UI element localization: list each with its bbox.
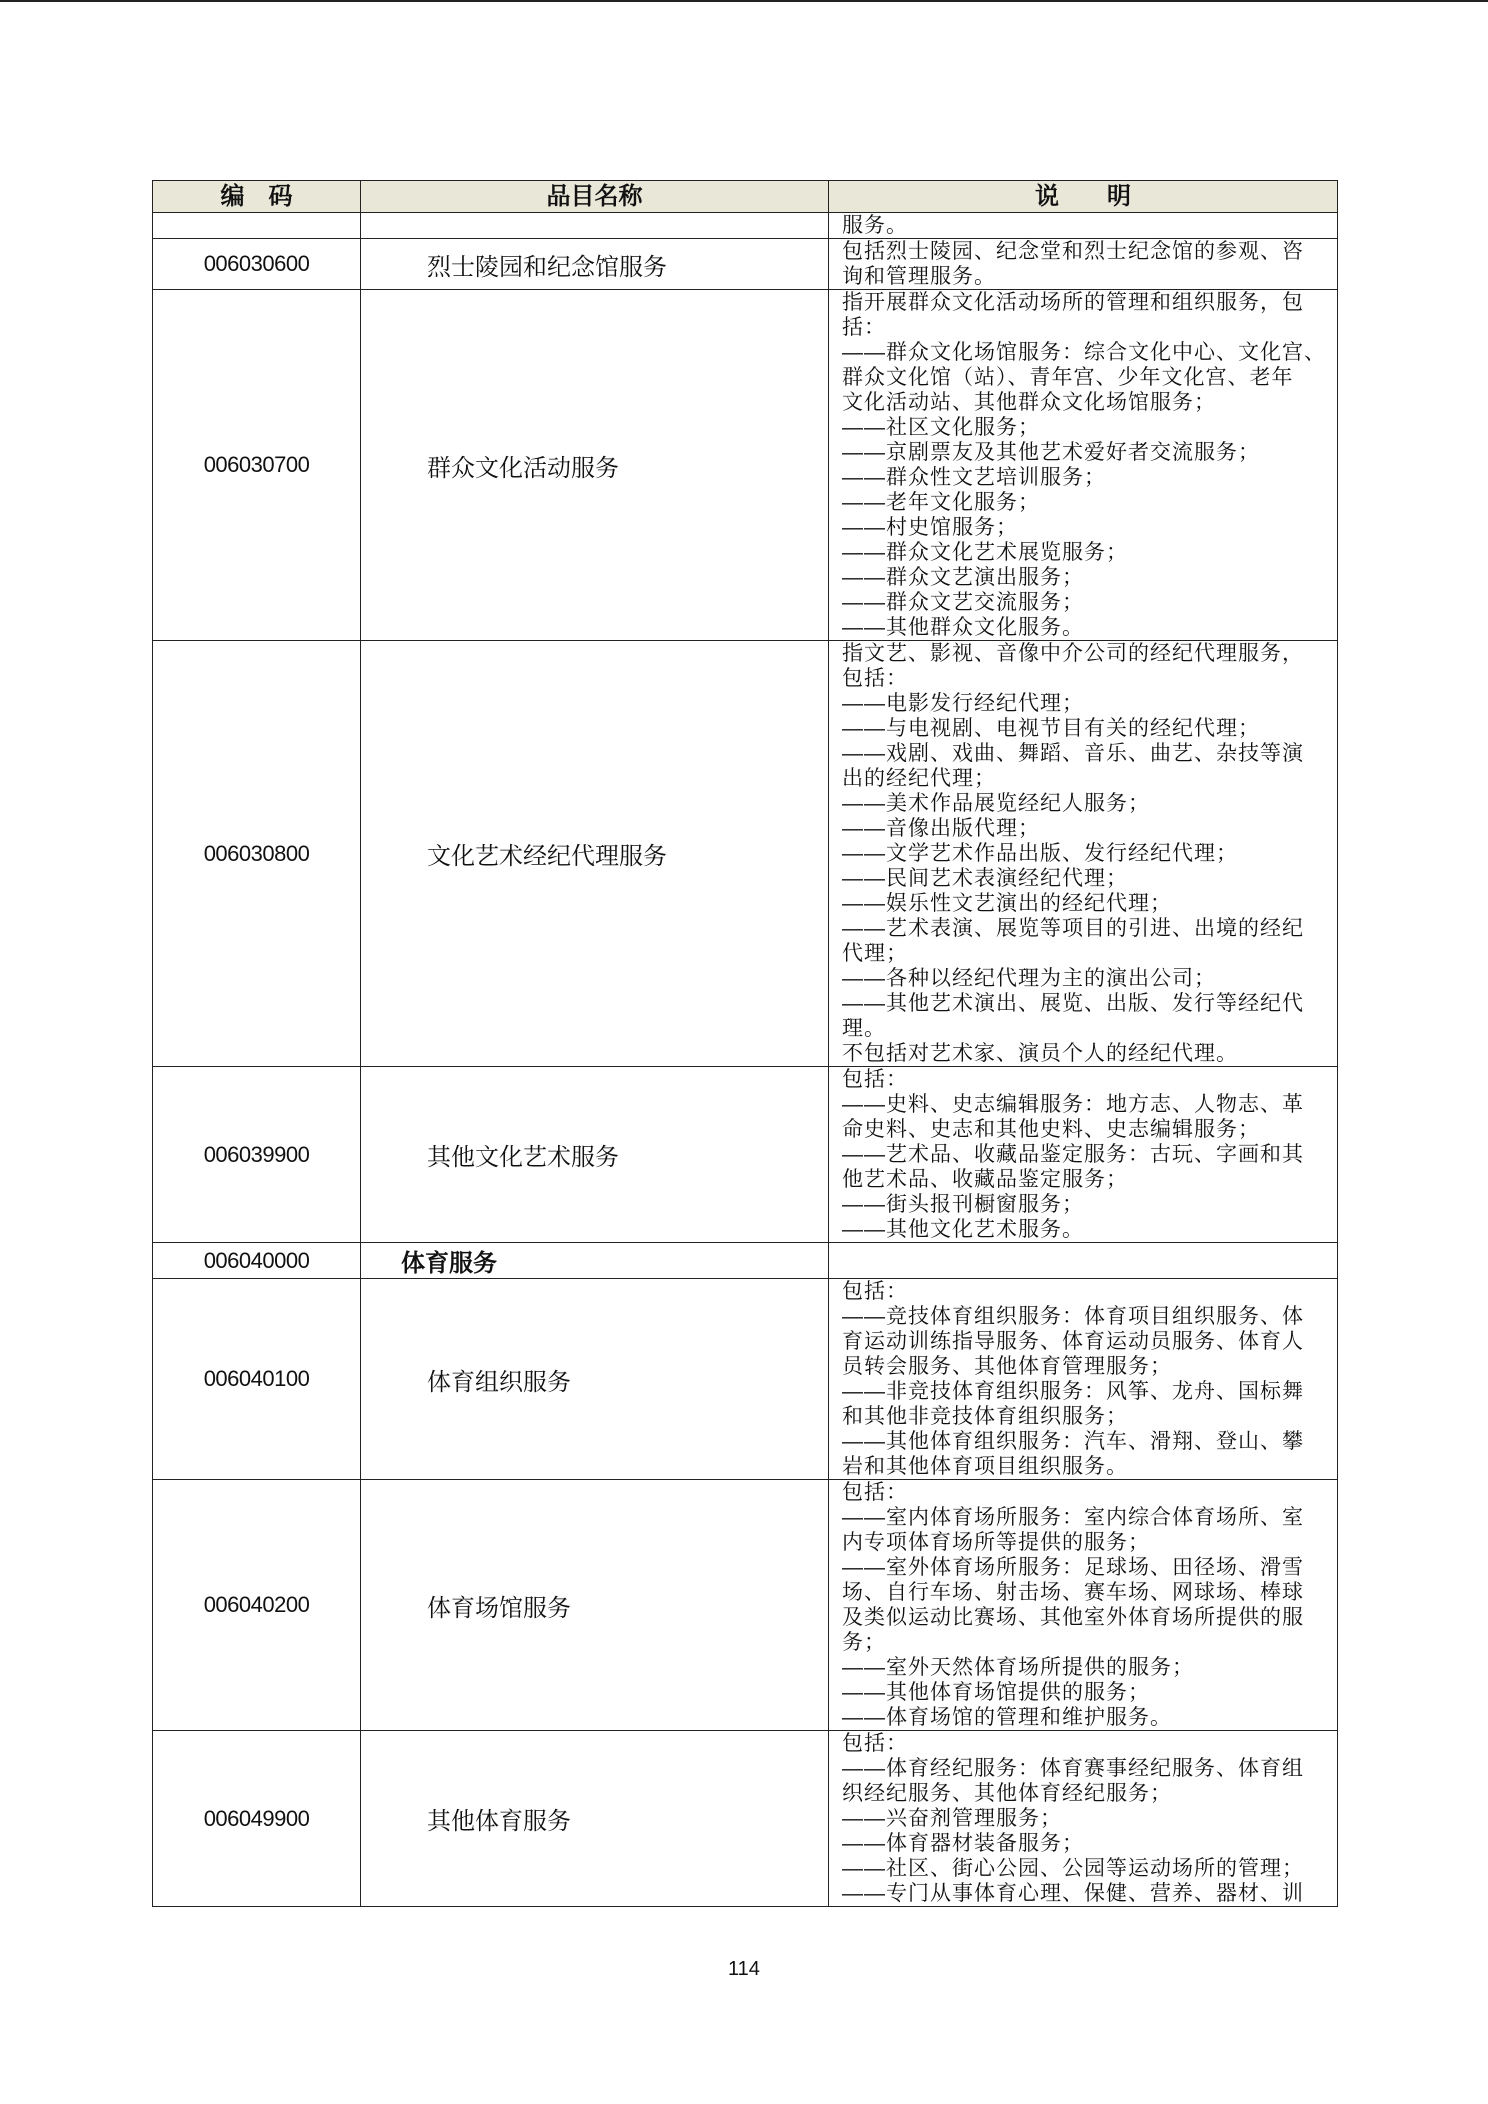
description-line: 和其他非竞技体育组织服务； bbox=[842, 1405, 1128, 1428]
code-cell: 006030800 bbox=[153, 641, 361, 1067]
description-line: ——史料、史志编辑服务：地方志、人物志、革 bbox=[842, 1093, 1304, 1116]
description-line: ——体育经纪服务：体育赛事经纪服务、体育组 bbox=[842, 1757, 1304, 1780]
description-line: 包括： bbox=[842, 1732, 908, 1755]
description-cell bbox=[829, 641, 1338, 1067]
table-row bbox=[153, 641, 1338, 1067]
description-line: 织经纪服务、其他体育经纪服务； bbox=[842, 1782, 1172, 1805]
description-line: 文化活动站、其他群众文化场馆服务； bbox=[842, 391, 1216, 414]
catalog-table bbox=[152, 180, 1338, 1907]
description-cell bbox=[829, 1243, 1338, 1279]
item-name-cell: 其他文化艺术服务 bbox=[361, 1067, 829, 1243]
description-cell bbox=[829, 290, 1338, 641]
description-line: 包括： bbox=[842, 1068, 908, 1091]
description-line: ——电影发行经纪代理； bbox=[842, 692, 1084, 715]
description-line: ——娱乐性文艺演出的经纪代理； bbox=[842, 892, 1172, 915]
description-line: ——其他艺术演出、展览、出版、发行等经纪代 bbox=[842, 992, 1304, 1015]
description-line: 理。 bbox=[842, 1017, 886, 1040]
description-line: 及类似运动比赛场、其他室外体育场所提供的服 bbox=[842, 1606, 1304, 1629]
code-cell bbox=[153, 213, 361, 239]
description-line: 命史料、史志和其他史料、史志编辑服务； bbox=[842, 1118, 1260, 1141]
description-line: ——体育场馆的管理和维护服务。 bbox=[842, 1706, 1172, 1729]
description-line: ——各种以经纪代理为主的演出公司； bbox=[842, 967, 1216, 990]
description-line: 指文艺、影视、音像中介公司的经纪代理服务， bbox=[842, 642, 1304, 665]
table-row bbox=[153, 1731, 1338, 1907]
table-row bbox=[153, 1067, 1338, 1243]
description-line: 不包括对艺术家、演员个人的经纪代理。 bbox=[842, 1042, 1238, 1065]
description-line: 出的经纪代理； bbox=[842, 767, 996, 790]
description-line: 他艺术品、收藏品鉴定服务； bbox=[842, 1168, 1128, 1191]
table-row bbox=[153, 1243, 1338, 1279]
description-line: ——其他体育组织服务：汽车、滑翔、登山、攀 bbox=[842, 1430, 1304, 1453]
description-line: ——体育器材装备服务； bbox=[842, 1832, 1084, 1855]
code-cell: 006030700 bbox=[153, 290, 361, 641]
header-code: 编 码 bbox=[153, 181, 361, 213]
description-line: ——专门从事体育心理、保健、营养、器材、训 bbox=[842, 1882, 1304, 1905]
table-body bbox=[153, 213, 1338, 1907]
description-line: ——文学艺术作品出版、发行经纪代理； bbox=[842, 842, 1238, 865]
description-line: 岩和其他体育项目组织服务。 bbox=[842, 1455, 1128, 1478]
description-line: ——社区、街心公园、公园等运动场所的管理； bbox=[842, 1857, 1304, 1880]
description-line: 员转会服务、其他体育管理服务； bbox=[842, 1355, 1172, 1378]
description-line: ——群众文化艺术展览服务； bbox=[842, 541, 1128, 564]
description-line: ——艺术表演、展览等项目的引进、出境的经纪 bbox=[842, 917, 1304, 940]
header-item-name: 品目名称 bbox=[361, 181, 829, 213]
description-line: 群众文化馆（站）、青年宫、少年文化宫、老年 bbox=[842, 366, 1294, 389]
description-line: ——群众性文艺培训服务； bbox=[842, 466, 1106, 489]
table-row bbox=[153, 1480, 1338, 1731]
description-line: ——室外天然体育场所提供的服务； bbox=[842, 1656, 1194, 1679]
description-line: ——老年文化服务； bbox=[842, 491, 1040, 514]
item-name-cell: 体育服务 bbox=[361, 1243, 829, 1279]
description-line: ——非竞技体育组织服务：风筝、龙舟、国标舞 bbox=[842, 1380, 1304, 1403]
description-line: 包括烈士陵园、纪念堂和烈士纪念馆的参观、咨 bbox=[842, 240, 1304, 263]
item-name-cell: 体育场馆服务 bbox=[361, 1480, 829, 1731]
description-line: ——兴奋剂管理服务； bbox=[842, 1807, 1062, 1830]
description-line: 场、自行车场、射击场、赛车场、网球场、棒球 bbox=[842, 1581, 1304, 1604]
code-cell: 006040100 bbox=[153, 1279, 361, 1480]
description-line: ——其他文化艺术服务。 bbox=[842, 1218, 1084, 1241]
description-line: ——群众文艺演出服务； bbox=[842, 566, 1084, 589]
description-line: ——其他群众文化服务。 bbox=[842, 616, 1084, 639]
description-line: ——社区文化服务； bbox=[842, 416, 1040, 439]
page-number: 114 bbox=[728, 1958, 760, 1980]
code-cell: 006049900 bbox=[153, 1731, 361, 1907]
description-line: 服务。 bbox=[842, 214, 908, 237]
description-line: ——音像出版代理； bbox=[842, 817, 1040, 840]
table-row bbox=[153, 1279, 1338, 1480]
code-cell: 006040200 bbox=[153, 1480, 361, 1731]
header-description: 说 明 bbox=[829, 181, 1338, 213]
description-line: ——竞技体育组织服务：体育项目组织服务、体 bbox=[842, 1305, 1304, 1328]
description-line: ——村史馆服务； bbox=[842, 516, 1018, 539]
description-line: ——群众文艺交流服务； bbox=[842, 591, 1084, 614]
item-name-cell: 文化艺术经纪代理服务 bbox=[361, 641, 829, 1067]
description-cell bbox=[829, 1067, 1338, 1243]
item-name-cell: 体育组织服务 bbox=[361, 1279, 829, 1480]
description-line: 包括： bbox=[842, 667, 908, 690]
description-line: ——室内体育场所服务：室内综合体育场所、室 bbox=[842, 1506, 1304, 1529]
description-cell bbox=[829, 213, 1338, 239]
description-line: 包括： bbox=[842, 1280, 908, 1303]
description-line: 指开展群众文化活动场所的管理和组织服务，包 bbox=[842, 291, 1304, 314]
item-name-cell: 群众文化活动服务 bbox=[361, 290, 829, 641]
description-line: ——民间艺术表演经纪代理； bbox=[842, 867, 1128, 890]
page-top-rule bbox=[0, 0, 1488, 2]
table-header bbox=[153, 181, 1338, 213]
table-row bbox=[153, 290, 1338, 641]
description-line: 询和管理服务。 bbox=[842, 265, 996, 288]
item-name-cell: 其他体育服务 bbox=[361, 1731, 829, 1907]
description-cell bbox=[829, 239, 1338, 290]
header-row bbox=[153, 181, 1338, 213]
description-line: ——艺术品、收藏品鉴定服务：古玩、字画和其 bbox=[842, 1143, 1304, 1166]
description-line: 包括： bbox=[842, 1481, 908, 1504]
description-line: ——戏剧、戏曲、舞蹈、音乐、曲艺、杂技等演 bbox=[842, 742, 1304, 765]
description-line: ——与电视剧、电视节目有关的经纪代理； bbox=[842, 717, 1260, 740]
description-line: ——街头报刊橱窗服务； bbox=[842, 1193, 1084, 1216]
description-line: ——群众文化场馆服务：综合文化中心、文化宫、 bbox=[842, 341, 1326, 364]
description-line: 内专项体育场所等提供的服务； bbox=[842, 1531, 1150, 1554]
description-line: ——美术作品展览经纪人服务； bbox=[842, 792, 1150, 815]
description-cell bbox=[829, 1480, 1338, 1731]
code-cell: 006030600 bbox=[153, 239, 361, 290]
description-line: 务； bbox=[842, 1631, 886, 1654]
description-cell bbox=[829, 1279, 1338, 1480]
description-line: 括： bbox=[842, 316, 886, 339]
description-line: ——其他体育场馆提供的服务； bbox=[842, 1681, 1150, 1704]
code-cell: 006040000 bbox=[153, 1243, 361, 1279]
table-row bbox=[153, 239, 1338, 290]
description-line: ——京剧票友及其他艺术爱好者交流服务； bbox=[842, 441, 1260, 464]
description-line: 育运动训练指导服务、体育运动员服务、体育人 bbox=[842, 1330, 1304, 1353]
code-cell: 006039900 bbox=[153, 1067, 361, 1243]
item-name-cell: 烈士陵园和纪念馆服务 bbox=[361, 239, 829, 290]
description-line: ——室外体育场所服务：足球场、田径场、滑雪 bbox=[842, 1556, 1304, 1579]
item-name-cell bbox=[361, 213, 829, 239]
description-cell bbox=[829, 1731, 1338, 1907]
table-row bbox=[153, 213, 1338, 239]
description-line: 代理； bbox=[842, 942, 908, 965]
